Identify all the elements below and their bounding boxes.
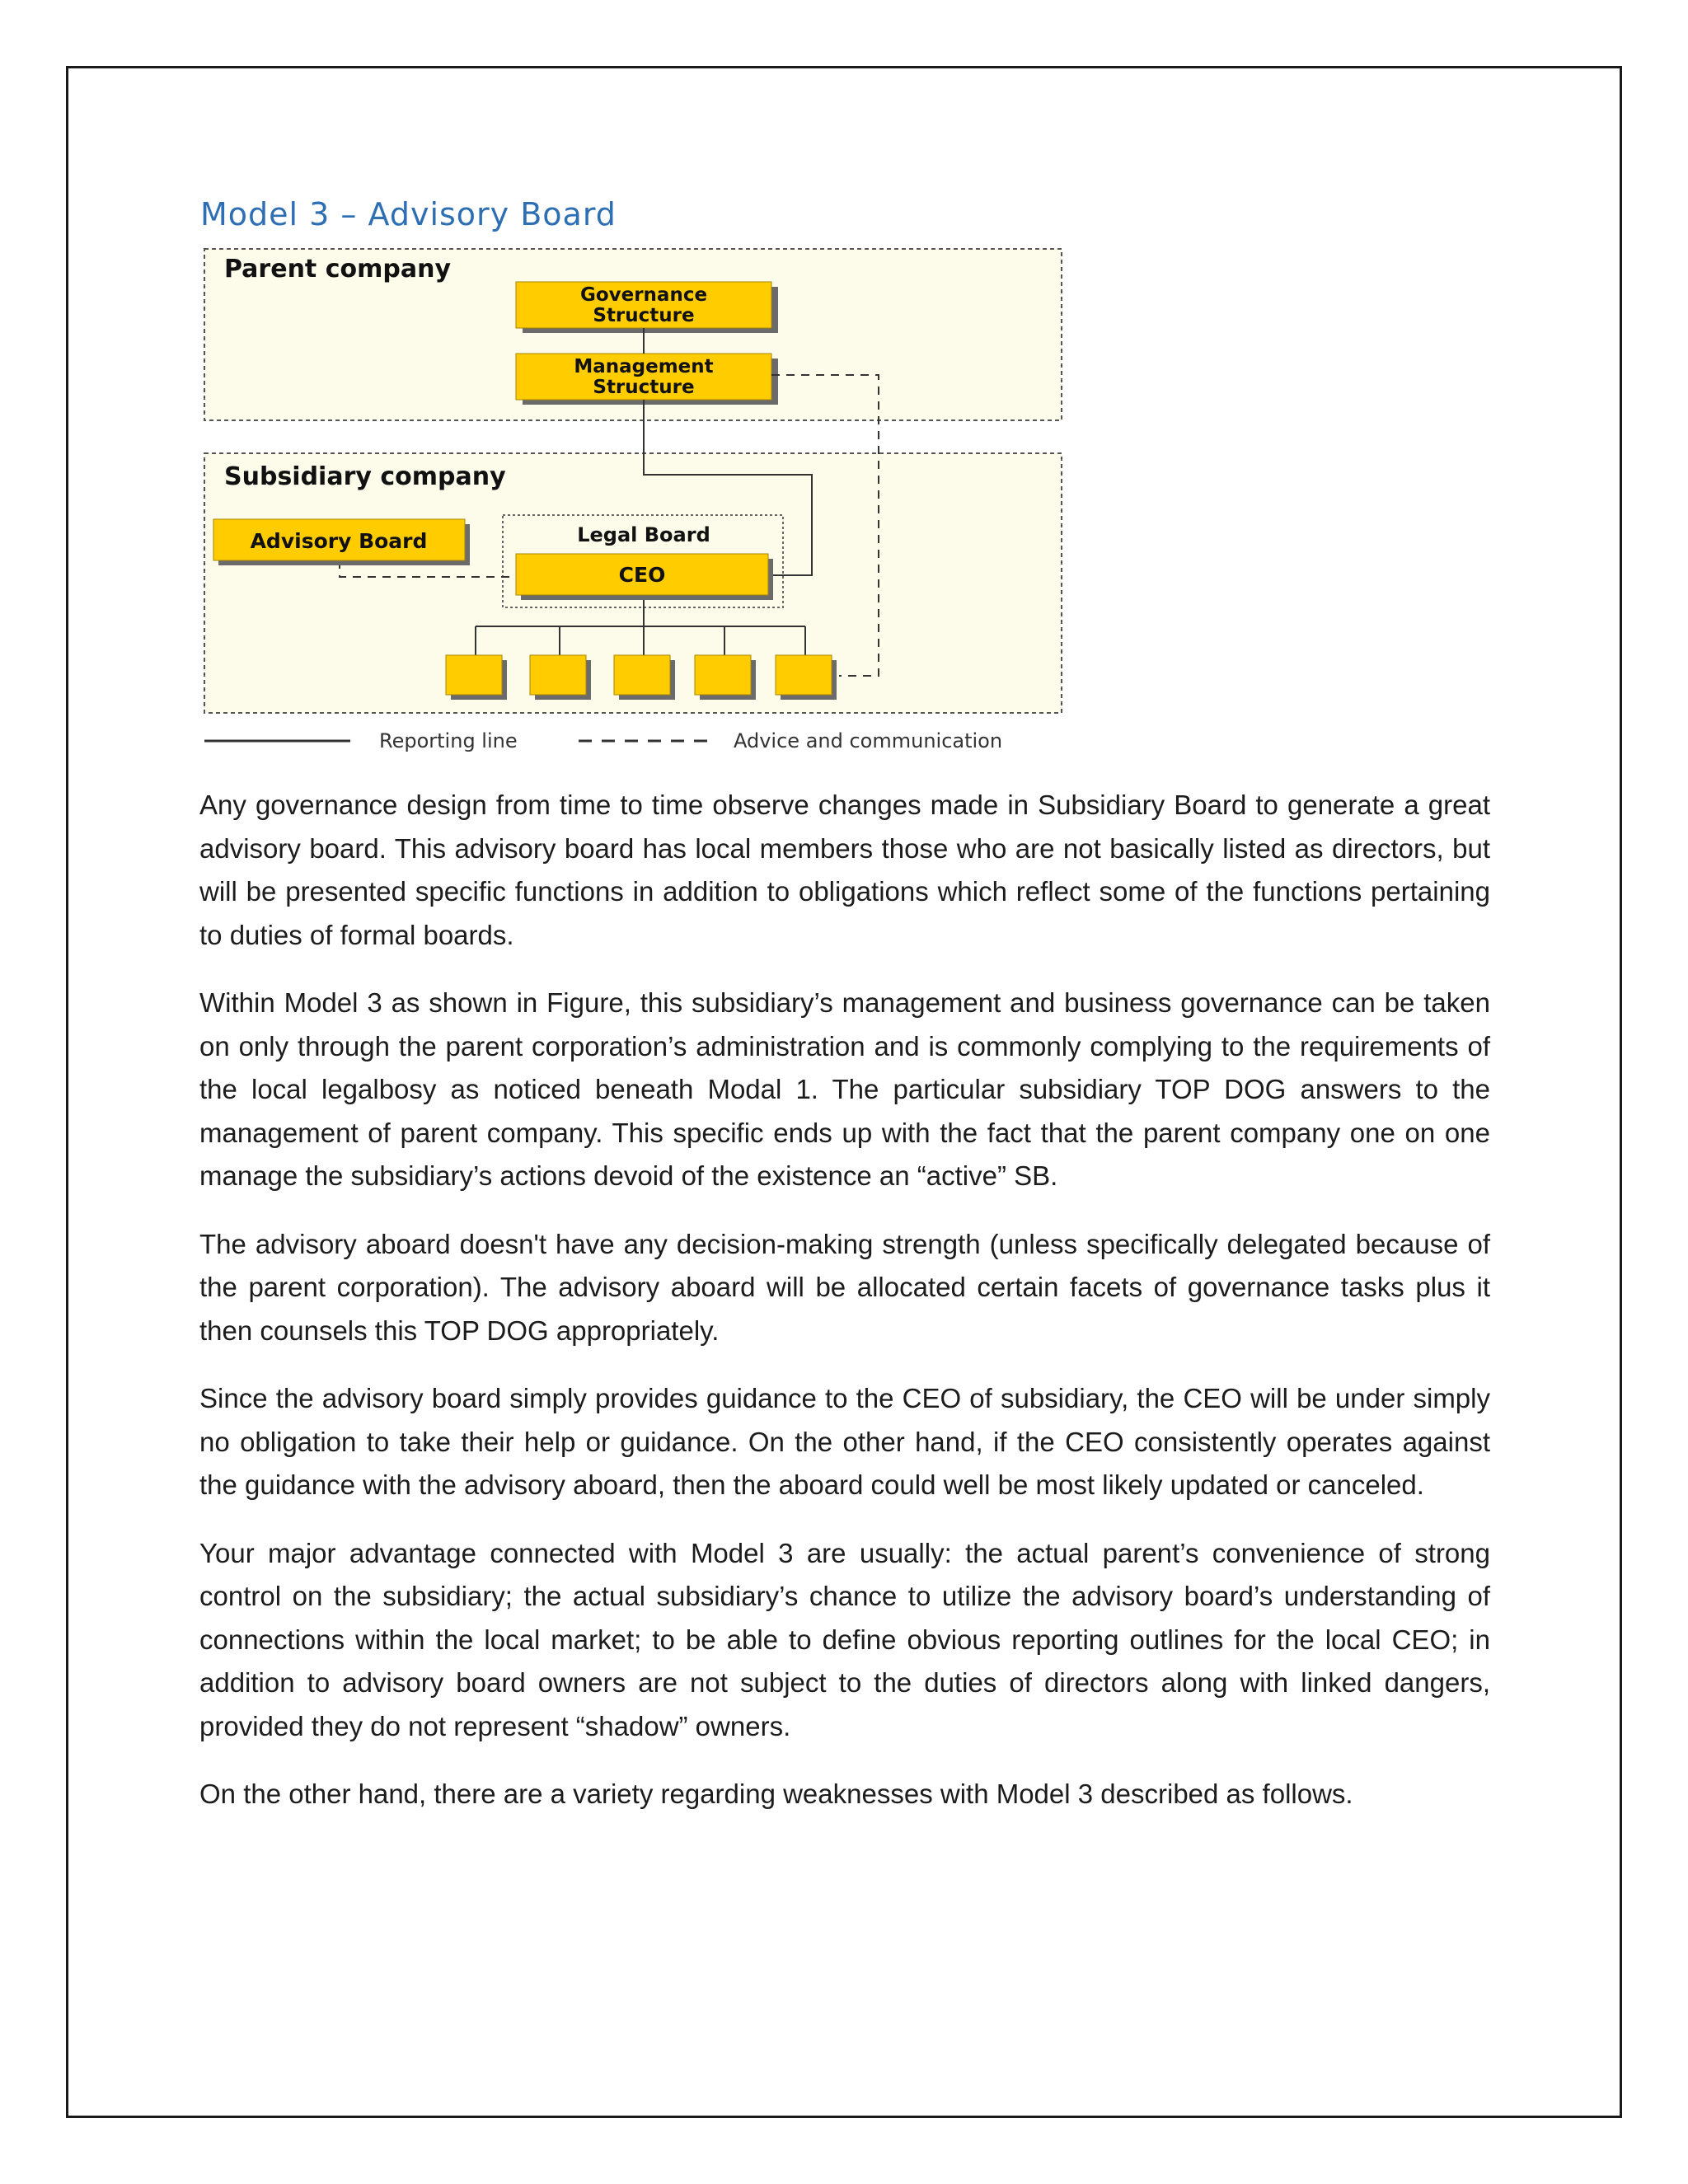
- section-heading: Model 3 – Advisory Board: [200, 196, 617, 232]
- org-chart-diagram: [198, 239, 1104, 766]
- governance-structure-line1: Governance: [579, 284, 708, 306]
- paragraph-6: On the other hand, there are a variety regarding weaknesses with Model 3 described as follows.: [199, 1779, 1353, 1809]
- paragraph-4: Since the advisory board simply provides guidance to the CEO of subsidiary, the CEO will be under simply no obligation to take their help or guidance. On the other hand, if the CEO consistently operates against the guidance with the advisory aboard, then the aboard could well be most likely updated or canceled.: [199, 1383, 1490, 1500]
- subsidiary-company-label: Subsidiary company: [224, 462, 506, 491]
- unit-box-4: [695, 655, 751, 695]
- unit-box-1: [446, 655, 502, 695]
- advisory-board-label: Advisory Board: [250, 529, 428, 553]
- unit-box-3: [614, 655, 670, 695]
- paragraph-1: Any governance design from time to time observe changes made in Subsidiary Board to generate a great advisory board. This advisory board has local members those who are not basically listed as directors, but will be presented specific functions in addition to obligations which reflect some of the functions pertaining to duties of formal boards.: [199, 790, 1490, 950]
- legend-reporting-label: Reporting line: [379, 729, 518, 752]
- management-structure-line1: Management: [574, 356, 714, 377]
- legal-board-label: Legal Board: [577, 523, 710, 546]
- unit-box-2: [530, 655, 586, 695]
- management-structure-line2: Structure: [593, 377, 695, 398]
- paragraph-3: The advisory aboard doesn't have any decision-making strength (unless specifically delegated because of the parent corporation). The advisory aboard will be allocated certain facets of governance tasks plus it then counsels this TOP DOG appropriately.: [199, 1228, 1490, 1346]
- paragraph-2: Within Model 3 as shown in Figure, this subsidiary’s management and business governance can be taken on only through the parent corporation’s administration and is commonly complying to the requirements of the local legalbosy as noticed beneath Modal 1. The particular subsidiary TOP DOG answers to the management of parent company. This specific ends up with the fact that the parent company one on one manage the subsidiary’s actions devoid of the existence an “active” SB.: [199, 987, 1490, 1191]
- ceo-label: CEO: [618, 563, 666, 587]
- paragraph-5: Your major advantage connected with Model 3 are usually: the actual parent’s convenience of strong control on the subsidiary; the actual subsidiary’s chance to utilize the advisory board’s understanding of connections within the local market; to be able to define obvious reporting outlines for the local CEO; in addition to advisory board owners are not subject to the duties of directors along with linked dangers, provided they do not represent “shadow” owners.: [199, 1537, 1490, 1741]
- governance-structure-line2: Structure: [593, 305, 695, 326]
- body-text: [199, 784, 1490, 1841]
- legend-advice-label: Advice and communication: [734, 729, 1003, 752]
- parent-company-label: Parent company: [224, 255, 451, 284]
- unit-box-5: [776, 655, 832, 695]
